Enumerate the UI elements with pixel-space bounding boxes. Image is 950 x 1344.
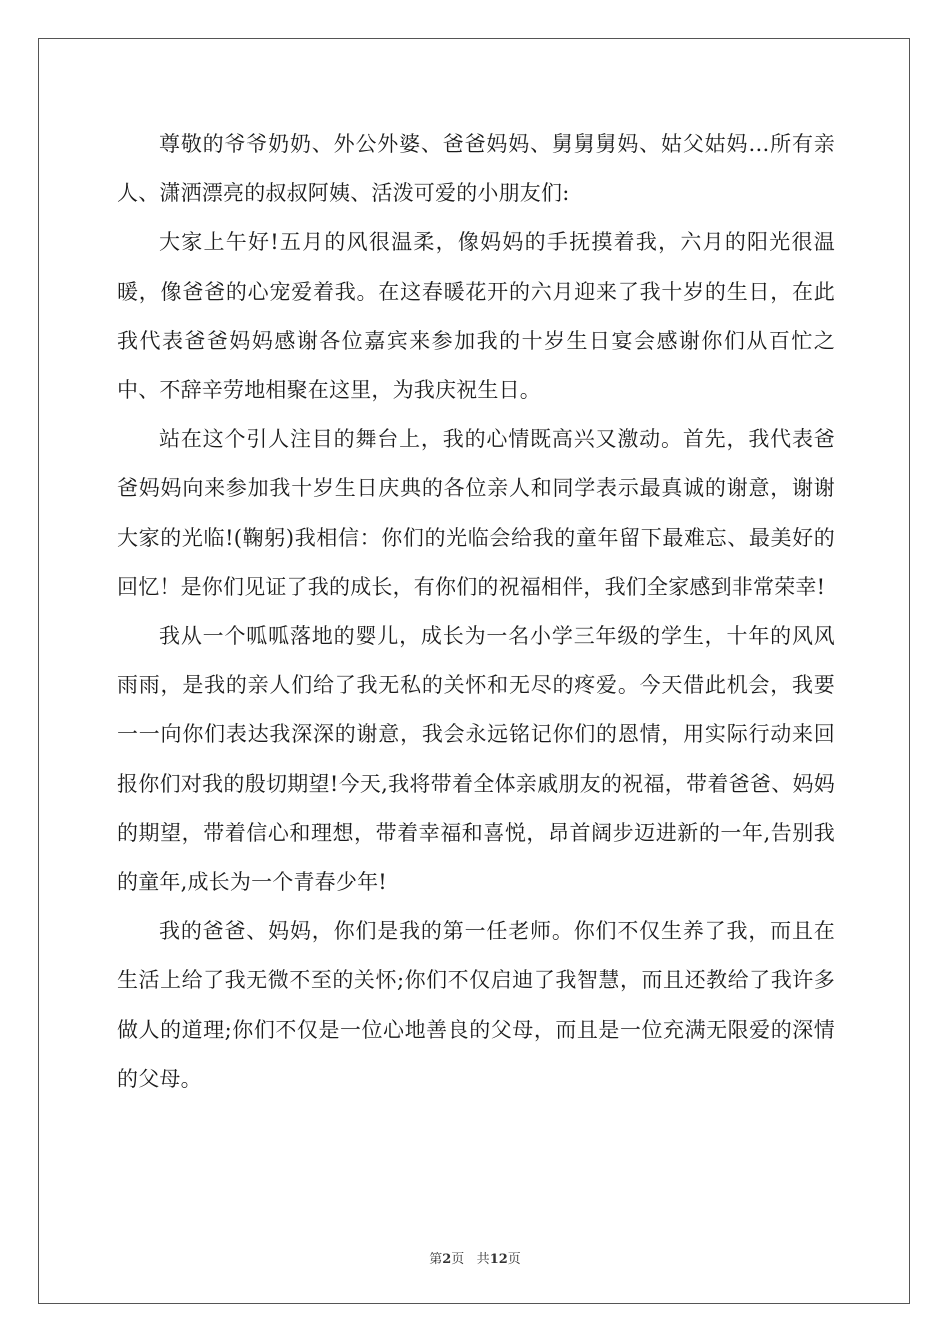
footer-prefix: 第 (429, 1252, 443, 1267)
footer-total-pages: 12 (489, 1252, 508, 1267)
paragraph-opening: 大家上午好!五月的风很温柔，像妈妈的手抚摸着我，六月的阳光很温暖，像爸爸的心宠爱着我。在这春暖花开的六月迎来了我十岁的生日，在此我代表爸爸妈妈感谢各位嘉宾来参加我的十岁生日宴会感谢你们从百忙之中、不辞辛劳地相聚在这里，为我庆祝生日。 (117, 230, 835, 403)
paragraph-parents: 我的爸爸、妈妈，你们是我的第一任老师。你们不仅生养了我，而且在生活上给了我无微不至的关怀;你们不仅启迪了我智慧，而且还教给了我许多做人的道理;你们不仅是一位心地善良的父母，而且是一位充满无限爱的深情的父母。 (117, 919, 835, 1091)
footer-current-page: 2 (442, 1252, 452, 1267)
paragraph-greeting: 尊敬的爷爷奶奶、外公外婆、爸爸妈妈、舅舅舅妈、姑父姑妈…所有亲人、潇洒漂亮的叔叔阿姨、活泼可爱的小朋友们: (117, 132, 835, 206)
footer-page-unit: 页 (451, 1252, 465, 1267)
document-body (117, 120, 835, 1104)
footer-total-prefix: 共 (476, 1252, 490, 1267)
paragraph-growth: 我从一个呱呱落地的婴儿，成长为一名小学三年级的学生，十年的风风雨雨，是我的亲人们给了我无私的关怀和无尽的疼爱。今天借此机会，我要一一向你们表达我深深的谢意，我会永远铭记你们的恩情，用实际行动来回报你们对我的殷切期望!今天,我将带着全体亲戚朋友的祝福，带着爸爸、妈妈的期望，带着信心和理想，带着幸福和喜悦，昂首阔步迈进新的一年,告别我的童年,成长为一个青春少年! (117, 624, 835, 895)
footer-total-unit: 页 (507, 1252, 521, 1267)
paragraph-thanks: 站在这个引人注目的舞台上，我的心情既高兴又激动。首先，我代表爸爸妈妈向来参加我十岁生日庆典的各位亲人和同学表示最真诚的谢意，谢谢大家的光临!(鞠躬)我相信：你们的光临会给我的童年留下最难忘、最美好的回忆！是你们见证了我的成长，有你们的祝福相伴，我们全家感到非常荣幸! (117, 427, 835, 599)
page-footer (0, 1248, 950, 1267)
